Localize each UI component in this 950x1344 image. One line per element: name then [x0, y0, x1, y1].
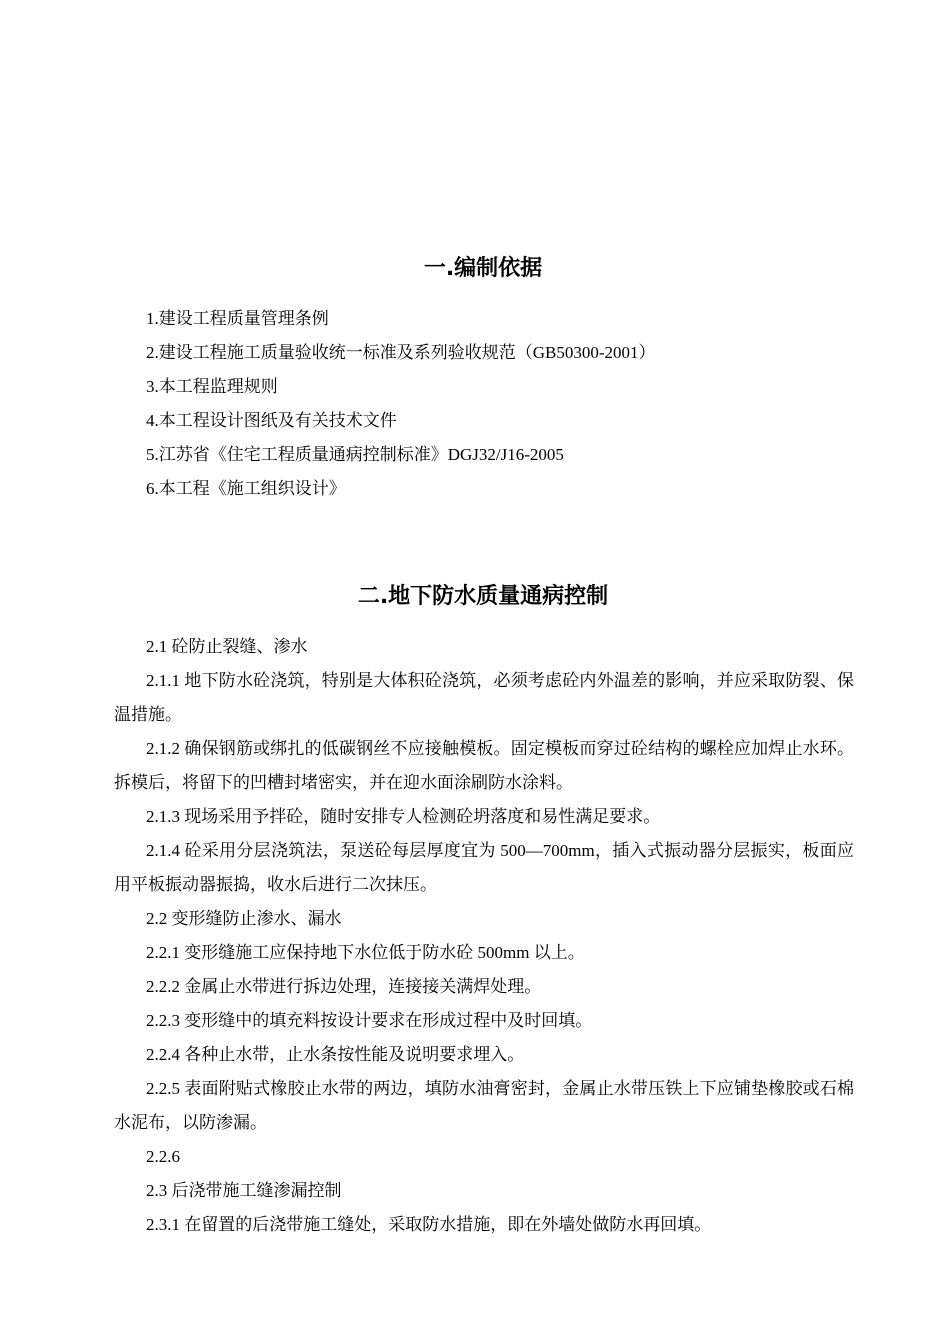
- list-item: 2.2.3 变形缝中的填充料按设计要求在形成过程中及时回填。: [146, 1011, 593, 1030]
- section-2-body: [114, 630, 854, 1242]
- list-item: 2.3.1 在留置的后浇带施工缝处，采取防水措施，即在外墙处做防水再回填。: [146, 1215, 712, 1234]
- list-item: 2.建设工程施工质量验收统一标准及系列验收规范（GB50300-2001）: [146, 343, 656, 362]
- list-item: 2.1.2 确保钢筋或绑扎的低碳钢丝不应接触模板。固定模板而穿过砼结构的螺栓应加焊止水环。拆模后，将留下的凹槽封堵密实，并在迎水面涂刷防水涂料。: [114, 739, 854, 792]
- list-item: 2.1.1 地下防水砼浇筑，特别是大体积砼浇筑，必须考虑砼内外温差的影响，并应采取防裂、保温措施。: [114, 671, 854, 724]
- list-item: 2.1.3 现场采用予拌砼，随时安排专人检测砼坍落度和易性满足要求。: [146, 807, 661, 826]
- list-item: 2.1 砼防止裂缝、渗水: [146, 637, 308, 656]
- list-item: 2.2.1 变形缝施工应保持地下水位低于防水砼 500mm 以上。: [146, 943, 585, 962]
- section-1-body: [114, 302, 854, 506]
- list-item: 2.2 变形缝防止渗水、漏水: [146, 909, 342, 928]
- list-item: 6.本工程《施工组织设计》: [146, 479, 346, 498]
- list-item: 5.江苏省《住宅工程质量通病控制标准》DGJ32/J16-2005: [146, 445, 564, 464]
- list-item: 2.2.2 金属止水带进行拆边处理，连接接关满焊处理。: [146, 977, 542, 996]
- list-item: 2.2.5 表面附贴式橡胶止水带的两边，填防水油膏密封，金属止水带压铁上下应铺垫橡胶或石棉水泥布，以防渗漏。: [114, 1079, 854, 1132]
- section-1-title: 一.编制依据: [423, 256, 543, 281]
- list-item: 2.1.4 砼采用分层浇筑法，泵送砼每层厚度宜为 500—700mm，插入式振动器分层振实，板面应用平板振动器振捣，收水后进行二次抹压。: [114, 841, 854, 894]
- list-item: 2.2.6: [146, 1147, 180, 1166]
- list-item: 1.建设工程质量管理条例: [146, 309, 329, 328]
- list-item: 3.本工程监理规则: [146, 377, 278, 396]
- list-item: 2.2.4 各种止水带，止水条按性能及说明要求埋入。: [146, 1045, 525, 1064]
- list-item: 4.本工程设计图纸及有关技术文件: [146, 411, 397, 430]
- list-item: 2.3 后浇带施工缝渗漏控制: [146, 1181, 342, 1200]
- section-2-title: 二.地下防水质量通病控制: [357, 584, 609, 609]
